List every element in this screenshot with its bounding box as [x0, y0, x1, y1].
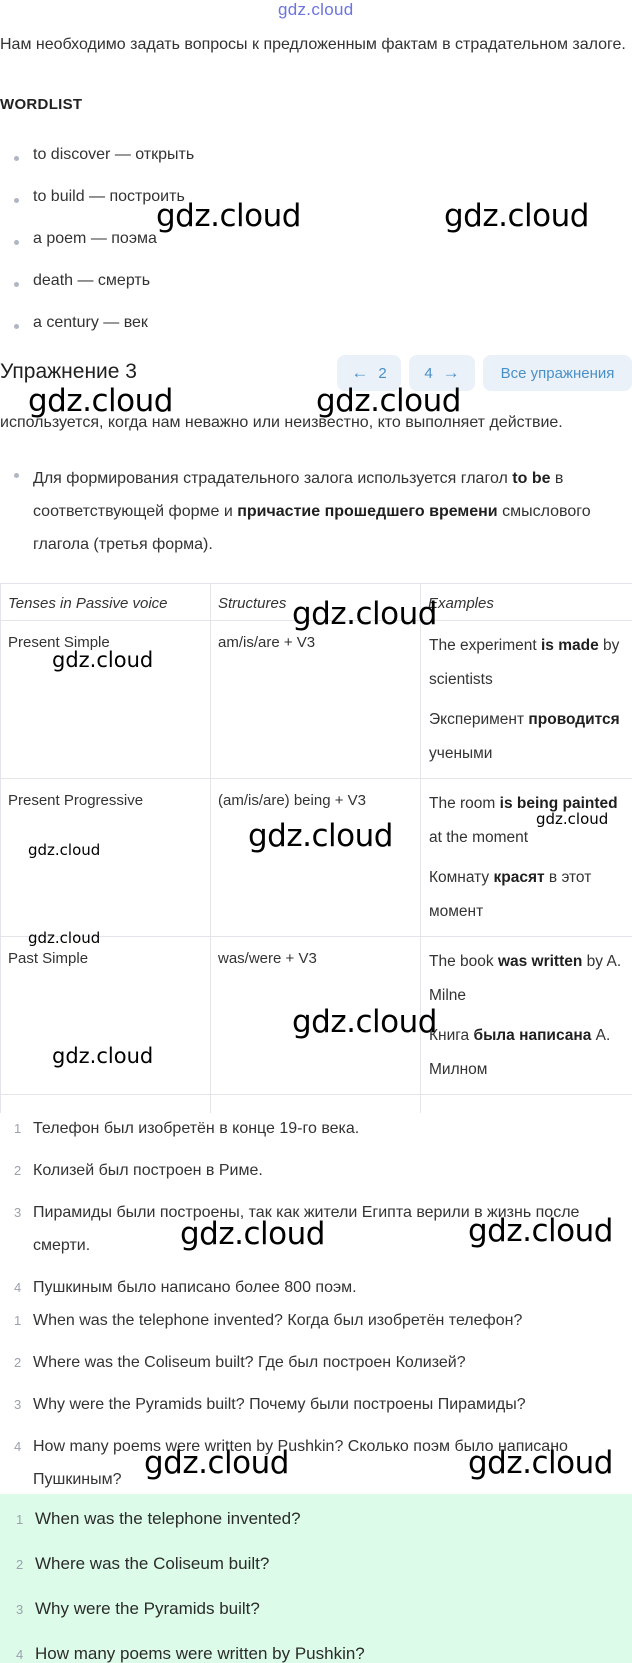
table-cell-tense: Past Simple — [8, 950, 89, 967]
task-intro: Нам необходимо задать вопросы к предложенным фактам в страдательном залоге. — [0, 36, 626, 53]
wordlist-item: a poem — поэма — [33, 230, 157, 247]
answer-number: 3 — [16, 1602, 24, 1617]
table-cell-example-ru: Книга была написана А. Милном — [429, 1027, 611, 1078]
list-number: 3 — [14, 1205, 22, 1220]
watermark: gdz.cloud — [28, 841, 101, 859]
table-cell-tense: Present Simple — [8, 634, 110, 651]
watermark: gdz.cloud — [52, 648, 154, 672]
list-item: Пирамиды были построены, так как жители Египта верили в жизнь после смерти. — [33, 1204, 580, 1254]
all-exercises-label: Все упражнения — [500, 364, 615, 382]
wordlist-title: WORDLIST — [0, 96, 83, 113]
all-exercises-button[interactable] — [483, 355, 632, 391]
table-cell-example: The room is being painted at the moment — [429, 795, 618, 846]
list-number: 2 — [14, 1355, 22, 1370]
wordlist-item: a century — век — [33, 314, 148, 331]
list-number: 4 — [14, 1439, 22, 1454]
passive-rule: Для формирования страдательного залога используется глагол to be в соответствующей форме и причастие прошедшего времени смыслового глагола (третья форма). — [33, 470, 591, 553]
table-cell-structure: (am/is/are) being + V3 — [218, 792, 366, 809]
answer-number: 1 — [16, 1512, 24, 1527]
watermark: gdz.cloud — [248, 818, 393, 854]
prev-exercise-label: 2 — [378, 364, 387, 382]
table-cell-structure: am/is/are + V3 — [218, 634, 316, 651]
watermark: gdz.cloud — [468, 1445, 613, 1481]
answer-item: Why were the Pyramids built? — [35, 1599, 260, 1618]
watermark: gdz.cloud — [28, 929, 101, 947]
watermark: gdz.cloud — [316, 383, 461, 419]
passive-usage-text: используется, когда нам неважно или неизвестно, кто выполняет действие. — [0, 414, 563, 431]
list-item: Телефон был изобретён в конце 19-го века. — [33, 1120, 360, 1137]
watermark: gdz.cloud — [536, 810, 609, 828]
watermark: gdz.cloud — [52, 1044, 154, 1068]
watermark: gdz.cloud — [156, 198, 301, 234]
list-number: 3 — [14, 1397, 22, 1412]
answer-number: 4 — [16, 1647, 24, 1662]
bullet-dot-icon — [14, 282, 19, 287]
table-cell-example: The book was written by A. Milne — [429, 953, 622, 1004]
answer-item: How many poems were written by Pushkin? — [35, 1644, 365, 1663]
watermark: gdz.cloud — [444, 198, 589, 234]
bullet-dot-icon — [14, 156, 19, 161]
bullet-dot-icon — [14, 324, 19, 329]
answer-number: 2 — [16, 1557, 24, 1572]
table-cell-example: The experiment is made by scientists — [429, 637, 620, 688]
list-number: 1 — [14, 1313, 22, 1328]
table-header: Examples — [428, 595, 494, 612]
watermark: gdz.cloud — [144, 1445, 289, 1481]
list-item: How many poems were written by Pushkin? Сколько поэм было написано Пушкиным? — [33, 1438, 568, 1488]
table-header: Structures — [218, 595, 287, 612]
watermark: gdz.cloud — [468, 1213, 613, 1249]
table-header: Tenses in Passive voice — [8, 595, 168, 612]
watermark: gdz.cloud — [292, 596, 437, 632]
watermark: gdz.cloud — [28, 383, 173, 419]
next-exercise-label: 4 — [424, 364, 433, 382]
answer-item: When was the telephone invented? — [35, 1509, 301, 1528]
bullet-dot-icon — [14, 473, 19, 478]
wordlist-item: to build — построить — [33, 188, 185, 205]
bullet-dot-icon — [14, 198, 19, 203]
exercise-title: Упражнение 3 — [0, 360, 137, 383]
watermark: gdz.cloud — [180, 1216, 325, 1252]
bullet-dot-icon — [14, 240, 19, 245]
site-logo[interactable]: gdz.cloud — [278, 0, 354, 19]
table-cell-example-ru: Эксперимент проводится учеными — [429, 711, 620, 762]
table-cell-tense: Present Progressive — [8, 792, 144, 809]
list-item: Why were the Pyramids built? Почему были построены Пирамиды? — [33, 1396, 526, 1413]
arrow-left-icon: ← — [351, 363, 369, 382]
wordlist-item: to discover — открыть — [33, 146, 195, 163]
list-item: When was the telephone invented? Когда был изобретён телефон? — [33, 1312, 523, 1329]
watermark: gdz.cloud — [292, 1004, 437, 1040]
answer-box — [0, 1494, 632, 1663]
list-number: 4 — [14, 1280, 22, 1295]
list-item: Колизей был построен в Риме. — [33, 1162, 263, 1179]
arrow-right-icon: → — [442, 363, 460, 382]
table-cell-structure: was/were + V3 — [218, 950, 317, 967]
list-item: Where was the Coliseum built? Где был построен Колизей? — [33, 1354, 466, 1371]
table-cell-example-ru: Комнату красят в этот момент — [429, 869, 592, 920]
answer-item: Where was the Coliseum built? — [35, 1554, 270, 1573]
list-number: 2 — [14, 1163, 22, 1178]
wordlist-item: death — смерть — [33, 272, 151, 289]
list-number: 1 — [14, 1121, 22, 1136]
list-item: Пушкиным было написано более 800 поэм. — [33, 1279, 357, 1296]
